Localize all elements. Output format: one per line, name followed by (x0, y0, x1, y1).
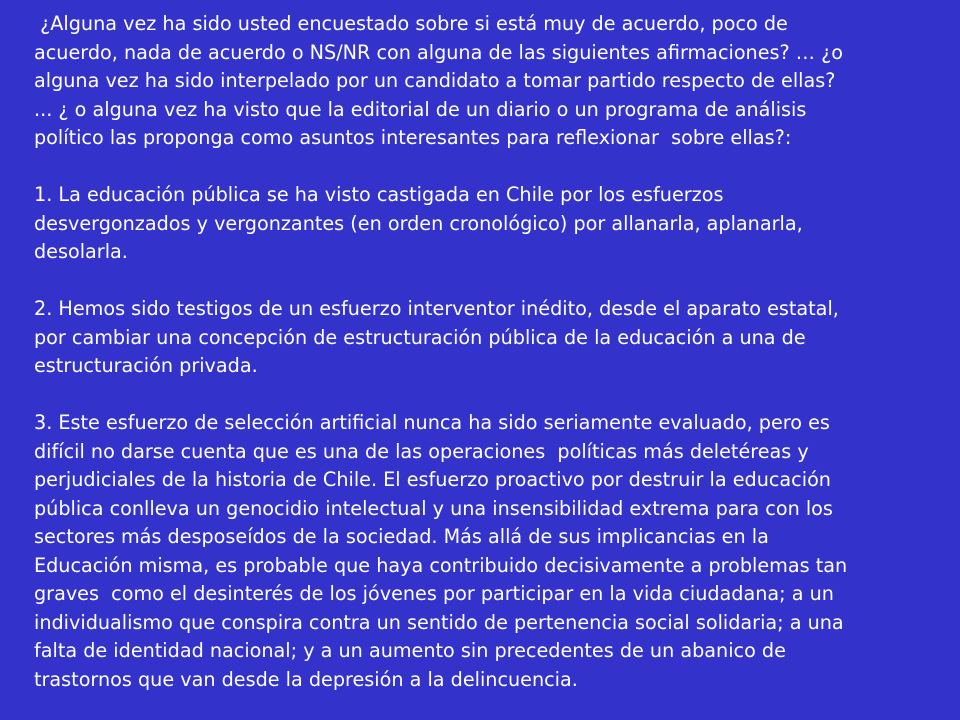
text-line: individualismo que conspira contra un sentido de pertenencia social solidaria; a una (34, 610, 844, 634)
paragraph-spacer (34, 381, 934, 410)
text-line: desolarla. (34, 240, 128, 263)
text-line: ¿Alguna vez ha sido usted encuestado sobre si está muy de acuerdo, poco de (34, 12, 788, 35)
item-2-paragraph (34, 295, 934, 381)
text-line: falta de identidad nacional; y a un aumento sin precedentes de un abanico de (34, 639, 786, 662)
item-1-paragraph (34, 181, 934, 267)
text-line: estructuración privada. (34, 354, 258, 377)
text-line: por cambiar una concepción de estructuración pública de la educación a una de (34, 325, 806, 349)
text-line: 2. Hemos sido testigos de un esfuerzo interventor inédito, desde el aparato estatal, (34, 297, 839, 320)
text-line: graves como el desinterés de los jóvenes por participar en la vida ciudadana; a un (34, 582, 834, 605)
paragraph-spacer (34, 267, 934, 296)
text-line: pública conlleva un genocidio intelectual y una insensibilidad extrema para con los (34, 496, 833, 520)
text-line: acuerdo, nada de acuerdo o NS/NR con alguna de las siguientes afirmaciones? … ¿o (34, 40, 844, 64)
text-line: 3. Este esfuerzo de selección artificial nunca ha sido seriamente evaluado, pero es (34, 411, 830, 434)
text-line: sectores más desposeídos de la sociedad. Más allá de sus implicancias en la (34, 525, 769, 548)
text-line: político las proponga como asuntos interesantes para reflexionar sobre ellas?: (34, 126, 792, 149)
slide-text-block (34, 10, 934, 694)
text-line: perjudiciales de la historia de Chile. El esfuerzo proactivo por destruir la educación (34, 468, 831, 491)
paragraph-spacer (34, 153, 934, 182)
text-line: Educación misma, es probable que haya contribuido decisivamente a problemas tan (34, 553, 848, 577)
text-line: alguna vez ha sido interpelado por un candidato a tomar partido respecto de ellas? (34, 69, 836, 92)
text-line: ... ¿ o alguna vez ha visto que la editorial de un diario o un programa de análisis (34, 97, 807, 121)
text-line: trastornos que van desde la depresión a la delincuencia. (34, 667, 578, 691)
item-3-paragraph (34, 409, 934, 694)
text-line: 1. La educación pública se ha visto castigada en Chile por los esfuerzos (34, 183, 724, 206)
text-line: difícil no darse cuenta que es una de las operaciones políticas más deletéreas y (34, 439, 809, 463)
intro-paragraph (34, 10, 934, 153)
text-line: desvergonzados y vergonzantes (en orden cronológico) por allanarla, aplanarla, (34, 211, 803, 235)
